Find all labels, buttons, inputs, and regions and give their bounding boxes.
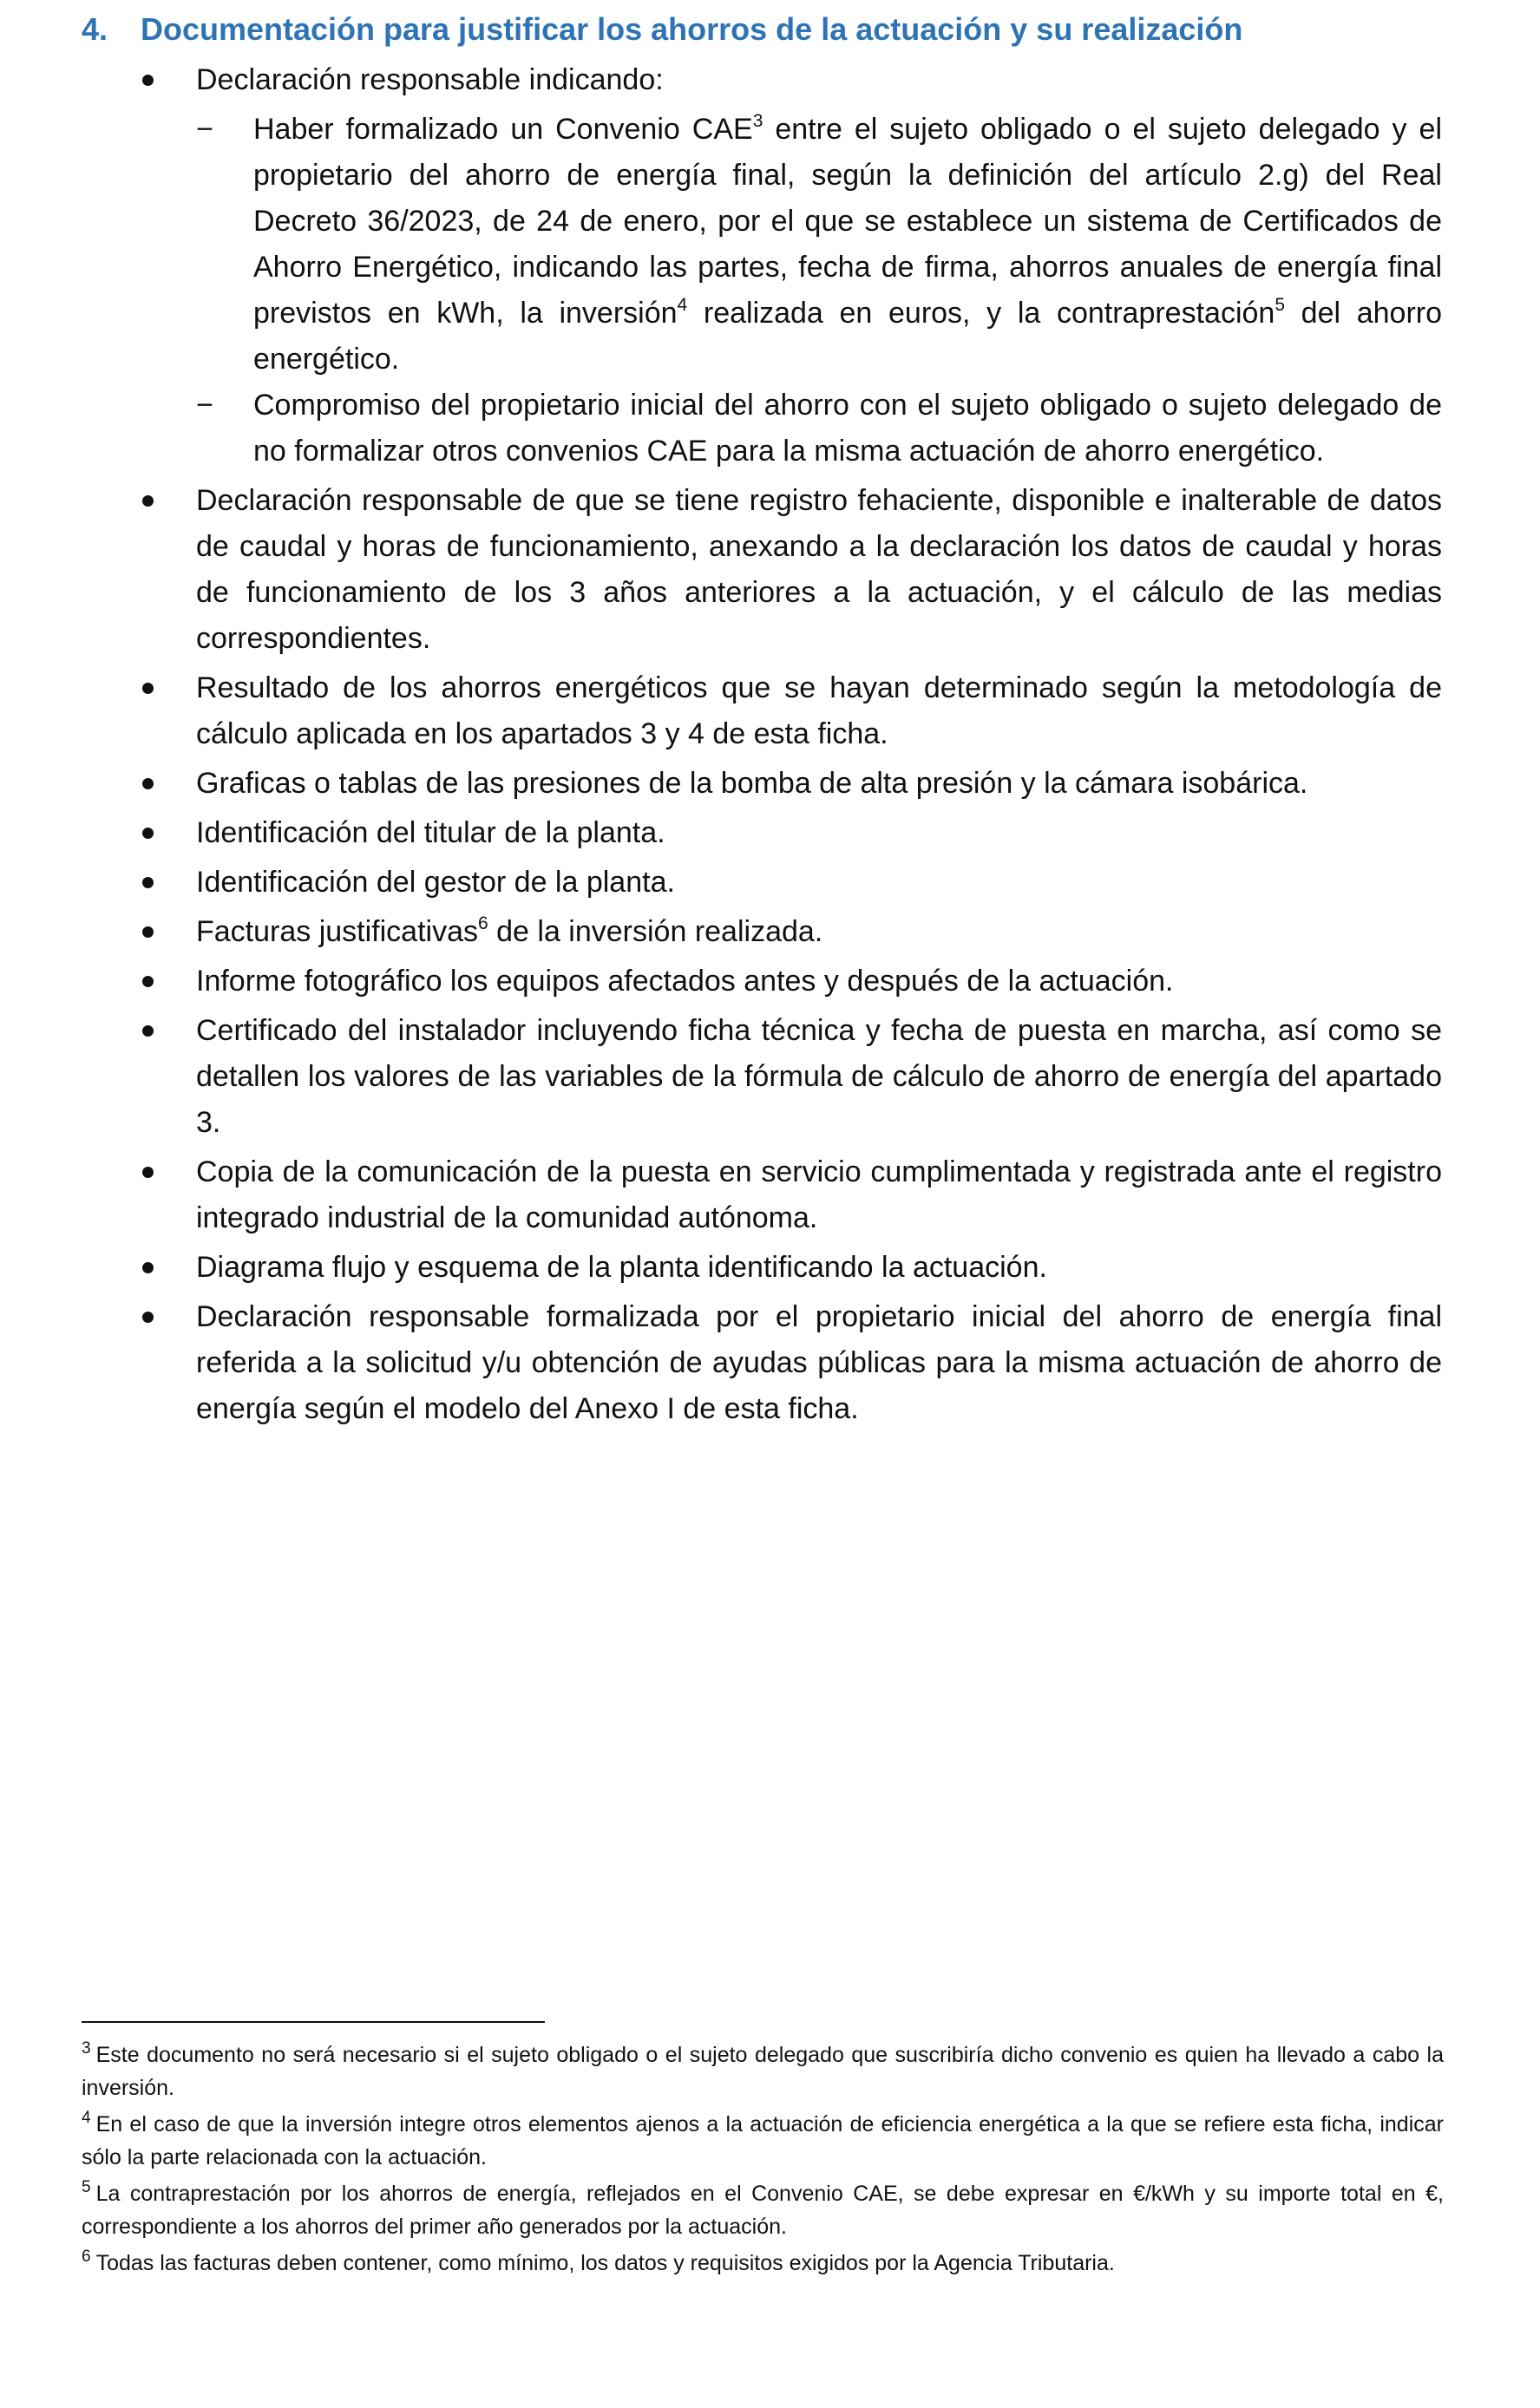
- footnote: [82, 2038, 1444, 2104]
- list-item-text: Declaración responsable de que se tiene registro fehaciente, disponible e inalterable de datos de caudal y horas de funcionamiento, anexando a la declaración los datos de caudal y horas de funcionamiento de los 3 años anteriores a la actuación, y el cálculo de las medias correspondientes.: [196, 484, 1442, 655]
- footnote: [82, 2108, 1444, 2174]
- bullet-icon: [139, 665, 156, 711]
- sub-item-text-part1: Haber formalizado un Convenio CAE: [253, 113, 753, 146]
- list-item: [196, 665, 1442, 757]
- sub-item-text-part4: del ahorro energético.: [253, 297, 1443, 376]
- list-item-text: Resultado de los ahorros energéticos que se hayan determinado según la metodología de cálculo aplicada en los apartados 3 y 4 de esta ficha.: [196, 671, 1442, 750]
- list-item: [196, 959, 1442, 1004]
- section-number: 4.: [82, 11, 108, 47]
- bullet-icon: [139, 860, 156, 906]
- list-item: [196, 57, 1442, 103]
- footnote-number: 4: [82, 2109, 91, 2127]
- list-item: [196, 1294, 1442, 1432]
- footnote-text: Este documento no será necesario si el sujeto obligado o el sujeto delegado que suscribiría dicho convenio es quien ha llevado a cabo la inversión.: [82, 2043, 1444, 2100]
- list-item-text: Declaración responsable indicando:: [196, 63, 664, 96]
- footnote-text: La contraprestación por los ahorros de energía, reflejados en el Convenio CAE, se debe expresar en €/kWh y su importe total en €, correspondiente a los ahorros del primer año generados por la actuación.: [82, 2182, 1444, 2239]
- list-item: [196, 1149, 1442, 1241]
- list-item: [196, 909, 1442, 955]
- list-item: [196, 1008, 1442, 1146]
- footnote-ref-5[interactable]: 5: [1275, 295, 1286, 315]
- dash-icon: −: [196, 389, 213, 422]
- bullet-icon: [139, 1294, 156, 1340]
- sub-item-text-part3: realizada en euros, y la contraprestación: [687, 297, 1275, 330]
- bullet-icon: [139, 1245, 156, 1291]
- list-item-text: Diagrama flujo y esquema de la planta identificando la actuación.: [196, 1251, 1047, 1284]
- list-item-text-after: de la inversión realizada.: [488, 915, 823, 948]
- footnote-text: En el caso de que la inversión integre otros elementos ajenos a la actuación de eficiencia energética a la que se refiere esta ficha, indicar sólo la parte relacionada con la actuación.: [82, 2112, 1444, 2169]
- list-item-text: Identificación del gestor de la planta.: [196, 866, 675, 899]
- sub-item-text-part2: entre el sujeto obligado o el sujeto delegado y el propietario del ahorro de energía final, según la definición del artículo 2.g) del Real Decreto 36/2023, de 24 de enero, por el que se establece un sistema de Certificados de Ahorro Energético, indicando las partes, fecha de firma, ahorros anuales de energía final previstos en kWh, la inversión: [253, 113, 1442, 330]
- list-item-text: Facturas justificativas: [196, 915, 478, 948]
- footnote-ref-3[interactable]: 3: [752, 111, 763, 131]
- bullet-icon: [139, 478, 156, 524]
- list-item-text: Certificado del instalador incluyendo ficha técnica y fecha de puesta en marcha, así como se detallen los valores de las variables de la fórmula de cálculo de ahorro de energía del apartado 3.: [196, 1014, 1442, 1139]
- requirements-list: [0, 57, 1540, 1436]
- footnote-number: 3: [82, 2039, 91, 2058]
- list-item-text: Identificación del titular de la planta.: [196, 816, 665, 849]
- footnote-ref-6[interactable]: 6: [478, 913, 488, 933]
- footnotes: [82, 2038, 1444, 2283]
- sub-item-text: Compromiso del propietario inicial del ahorro con el sujeto obligado o sujeto delegado de no formalizar otros convenios CAE para la misma actuación de ahorro energético.: [253, 389, 1442, 468]
- footnote-number: 6: [82, 2248, 91, 2266]
- section-title: Documentación para justificar los ahorros de la actuación y su realización: [141, 11, 1243, 47]
- footnote: [82, 2177, 1444, 2243]
- list-item-text: Declaración responsable formalizada por el propietario inicial del ahorro de energía final referida a la solicitud y/u obtención de ayudas públicas para la misma actuación de ahorro de energía según el modelo del Anexo I de esta ficha.: [196, 1300, 1442, 1425]
- dash-icon: −: [196, 113, 213, 146]
- bullet-icon: [139, 1008, 156, 1054]
- sub-list-item: [196, 383, 1442, 474]
- list-item: [196, 761, 1442, 807]
- list-item-text: Graficas o tablas de las presiones de la bomba de alta presión y la cámara isobárica.: [196, 767, 1308, 800]
- list-item: [196, 860, 1442, 906]
- list-item: [196, 478, 1442, 662]
- bullet-icon: [139, 909, 156, 955]
- footnote-text: Todas las facturas deben contener, como mínimo, los datos y requisitos exigidos por la Agencia Tributaria.: [95, 2251, 1115, 2275]
- list-item: [196, 1245, 1442, 1291]
- section-heading: [82, 10, 1470, 49]
- list-item-text: Copia de la comunicación de la puesta en servicio cumplimentada y registrada ante el registro integrado industrial de la comunidad autónoma.: [196, 1155, 1442, 1234]
- footnote: [82, 2247, 1444, 2280]
- footnote-divider: [82, 2021, 545, 2023]
- bullet-icon: [139, 959, 156, 1004]
- sub-list-item: [196, 107, 1443, 383]
- list-item: [196, 810, 1442, 856]
- list-item-text: Informe fotográfico los equipos afectados antes y después de la actuación.: [196, 965, 1174, 998]
- footnote-number: 5: [82, 2178, 91, 2196]
- bullet-icon: [139, 1149, 156, 1195]
- bullet-icon: [139, 57, 156, 103]
- bullet-icon: [139, 761, 156, 807]
- footnote-ref-4[interactable]: 4: [677, 295, 688, 315]
- bullet-icon: [139, 810, 156, 856]
